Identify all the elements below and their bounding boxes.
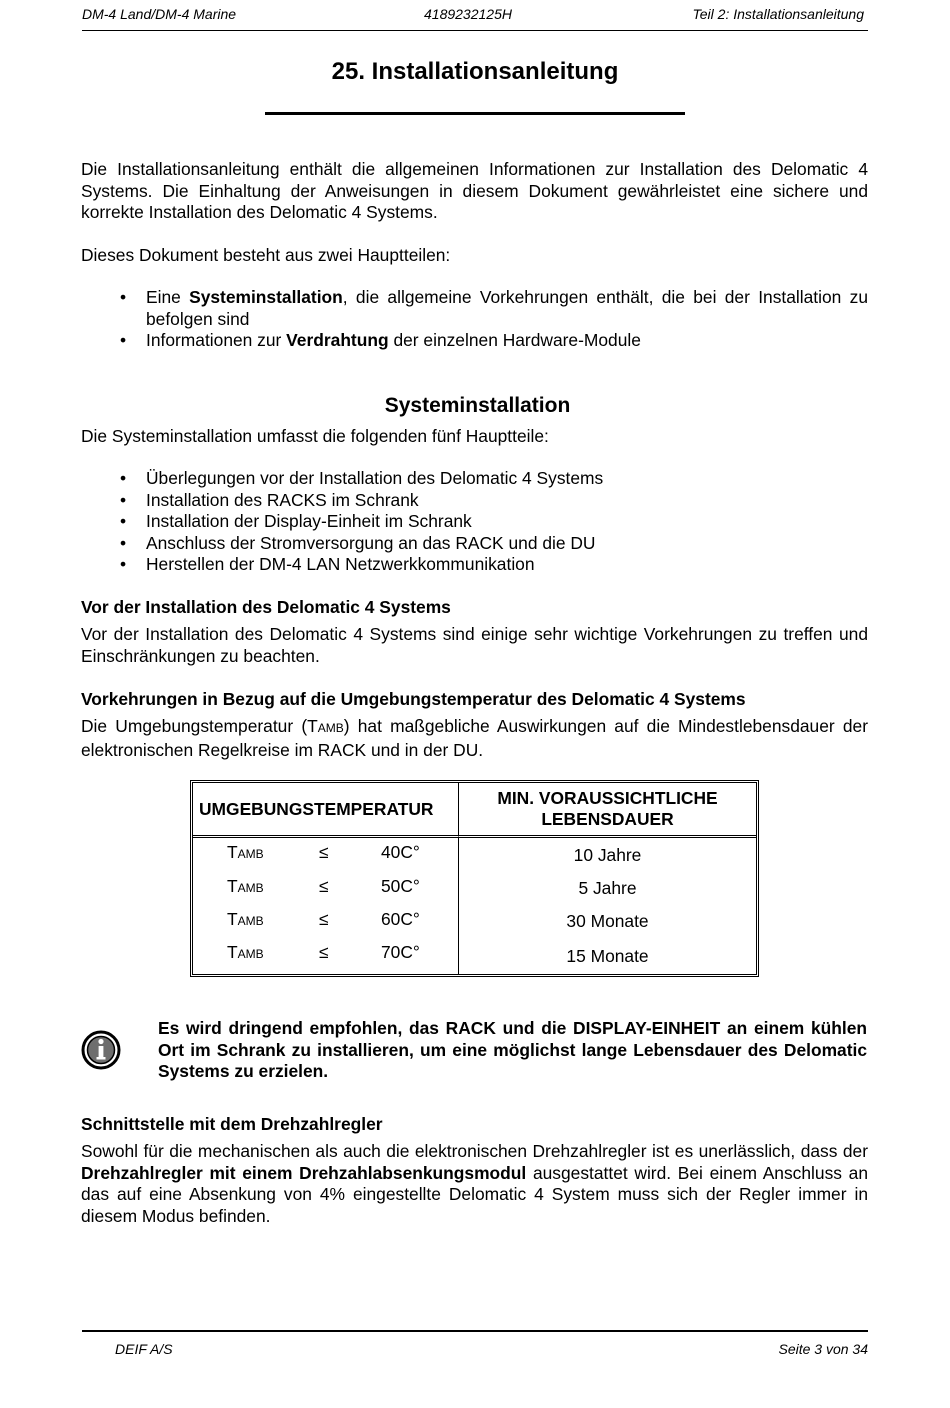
- governor-text: Sowohl für die mechanischen als auch die elektronischen Drehzahlregler ist es unerlässlich, dass der Drehzahlregler mit einem Drehzahlabsenkungsmodul ausgestattet wird. Bei einem Anschluss an das auf eine Absenkung von 4% eingestellte Delomatic 4 System muss sich der Regler immer in diesem Modus befinden.: [81, 1141, 868, 1226]
- footer-rule: [82, 1330, 868, 1332]
- subheading-before-installation: Vor der Installation des Delomatic 4 Systems: [81, 597, 451, 617]
- list-item: • Installation des RACKS im Schrank: [81, 490, 868, 512]
- list-item: • Anschluss der Stromversorgung an das RACK und die DU: [81, 533, 868, 555]
- recommendation-note: Es wird dringend empfohlen, das RACK und die DISPLAY-EINHEIT an einem kühlen Ort im Schrank zu installieren, um eine möglichst lange Lebensdauer des Delomatic Systems zu erzielen.: [158, 1018, 867, 1081]
- temperature-lifetime-table: [190, 780, 759, 977]
- footer-company: DEIF A/S: [115, 1341, 173, 1357]
- table-row: TAMB ≤ 70C° 15 Monate: [193, 938, 756, 974]
- header-doc-number: 4189232125H: [424, 6, 512, 22]
- table-row: TAMB ≤ 40C° 10 Jahre: [193, 838, 756, 872]
- system-parts-list: [81, 468, 868, 576]
- list-item: • Informationen zur Verdrahtung der einzelnen Hardware-Module: [81, 330, 868, 352]
- header-section: Teil 2: Installationsanleitung: [692, 6, 864, 22]
- before-installation-text: Vor der Installation des Delomatic 4 Systems sind einige sehr wichtige Vorkehrungen zu treffen und Einschränkungen zu beachten.: [81, 624, 868, 666]
- list-item: • Herstellen der DM-4 LAN Netzwerkkommunikation: [81, 554, 868, 576]
- table-row: TAMB ≤ 60C° 30 Monate: [193, 905, 756, 938]
- table-row: TAMB ≤ 50C° 5 Jahre: [193, 872, 756, 905]
- list-item: • Überlegungen vor der Installation des Delomatic 4 Systems: [81, 468, 868, 490]
- subheading-temperature: Vorkehrungen in Bezug auf die Umgebungstemperatur des Delomatic 4 Systems: [81, 689, 746, 709]
- footer-page-number: Seite 3 von 34: [778, 1341, 868, 1357]
- system-intro: Die Systeminstallation umfasst die folgenden fünf Hauptteile:: [81, 426, 549, 446]
- list-item: • Installation der Display-Einheit im Schrank: [81, 511, 868, 533]
- table-header-row: [193, 783, 756, 838]
- header-product: DM-4 Land/DM-4 Marine: [82, 6, 237, 22]
- page-title: 25. Installationsanleitung: [331, 58, 619, 85]
- info-icon: [81, 1030, 121, 1070]
- title-underline: [265, 112, 685, 115]
- temperature-text: Die Umgebungstemperatur (TAMB) hat maßgebliche Auswirkungen auf die Mindestlebensdauer der elektronischen Regelkreise im RACK und in der DU.: [81, 716, 868, 760]
- section-heading-systeminstallation: Systeminstallation: [384, 394, 571, 417]
- intro-parts-paragraph: Dieses Dokument besteht aus zwei Hauptteilen:: [81, 245, 451, 265]
- column-header-temperature: UMGEBUNGSTEMPERATUR: [193, 783, 459, 838]
- column-header-lifetime: MIN. VORAUSSICHTLICHE LEBENSDAUER: [459, 783, 756, 838]
- main-parts-list: [81, 287, 868, 352]
- page-header: [82, 6, 868, 31]
- intro-paragraph: Die Installationsanleitung enthält die allgemeinen Informationen zur Installation des Delomatic 4 Systems. Die Einhaltung der Anweisungen in diesem Dokument gewährleistet eine sichere und korrekte Installation des Delomatic 4 Systems.: [81, 159, 868, 222]
- subheading-governor: Schnittstelle mit dem Drehzahlregler: [81, 1114, 383, 1134]
- list-item: • Eine Systeminstallation, die allgemeine Vorkehrungen enthält, die bei der Installation zu befolgen sind: [81, 287, 868, 330]
